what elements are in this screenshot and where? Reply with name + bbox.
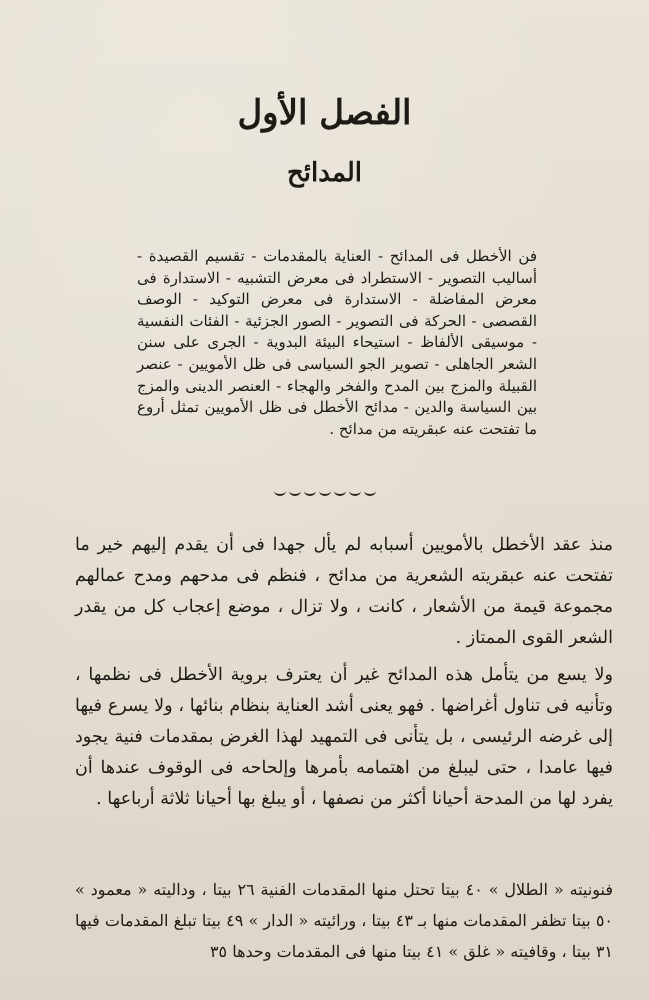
- ornament-mark: [364, 486, 376, 496]
- ornament-mark: [334, 486, 346, 496]
- ornament-mark: [274, 486, 286, 496]
- body-text: [75, 530, 613, 815]
- footnote: فنونيته « الطلال » ٤٠ بيتا تحتل منها المقدمات الفنية ٢٦ بيتا ، وداليته « معمود » ٥٠ بيتا تظفر المقدمات منها بـ ٤٣ بيتا ، ورائيته « الدار » ٤٩ بيتا تبلغ المقدمات فيها ٣١ بيتا ، وقافيته « غلق » ٤١ بيتا منها فى المقدمات وحدها ٣٥: [75, 880, 614, 961]
- ornament-divider: [0, 486, 649, 502]
- paragraph: ولا يسع من يتأمل هذه المدائح غير أن يعترف بروية الأخطل فى نظمها ، وتأنيه فى تناول أغراضها . فهو يعنى أشد العناية بنظام بنائها ، ولا يسرع فيها إلى غرضه الرئيسى ، بل يتأنى فى التمهيد لهذا الغرض بمقدمات فنية يجود فيها عامدا ، حتى ليبلغ من اهتمامه بأمرها وإلحاحه فى الوقوف عندها أن يفرد لها من المدحة أحيانا أكثر من نصفها ، أو يبلغ بها أحيانا ثلاثة أرباعها .: [75, 665, 613, 809]
- section-title: المدائح: [286, 158, 363, 188]
- ornament-mark: [289, 486, 301, 496]
- chapter-summary: فن الأخطل فى المدائح - العناية بالمقدمات - تقسيم القصيدة - أساليب التصوير - الاستطراد فى معرض التشبيه - الاستدارة فى معرض المفاضلة - الاستدارة فى معرض التوكيد - الوصف القصصى - الحركة فى التصوير - الصور الجزئية - الفئات النفسية - موسيقى الألفاظ - استيحاء البيئة البدوية - الجرى على سنن الشعر الجاهلى - تصوير الجو السياسى فى ظل الأمويين - عنصر القبيلة والمزج بين المدح والفخر والهجاء - العنصر الدينى والمزج بين السياسة والدين - مدائح الأخطل فى ظل الأمويين تمثل أروع ما تفتحت عنه عبقريته من مدائح .: [137, 247, 537, 438]
- paragraph: منذ عقد الأخطل بالأمويين أسبابه لم يأل جهدا فى أن يقدم إليهم خير ما تفتحت عنه عبقريته الشعرية من مدائح ، فنظم فى مدحهم ومدح عمالهم مجموعة قيمة من الأشعار ، كانت ، ولا تزال ، موضع إعجاب كل من يقدر الشعر القوى الممتاز .: [75, 535, 613, 648]
- ornament-mark: [319, 486, 331, 496]
- chapter-title: الفصل الأول: [237, 93, 412, 133]
- ornament-mark: [349, 486, 361, 496]
- ornament-mark: [304, 486, 316, 496]
